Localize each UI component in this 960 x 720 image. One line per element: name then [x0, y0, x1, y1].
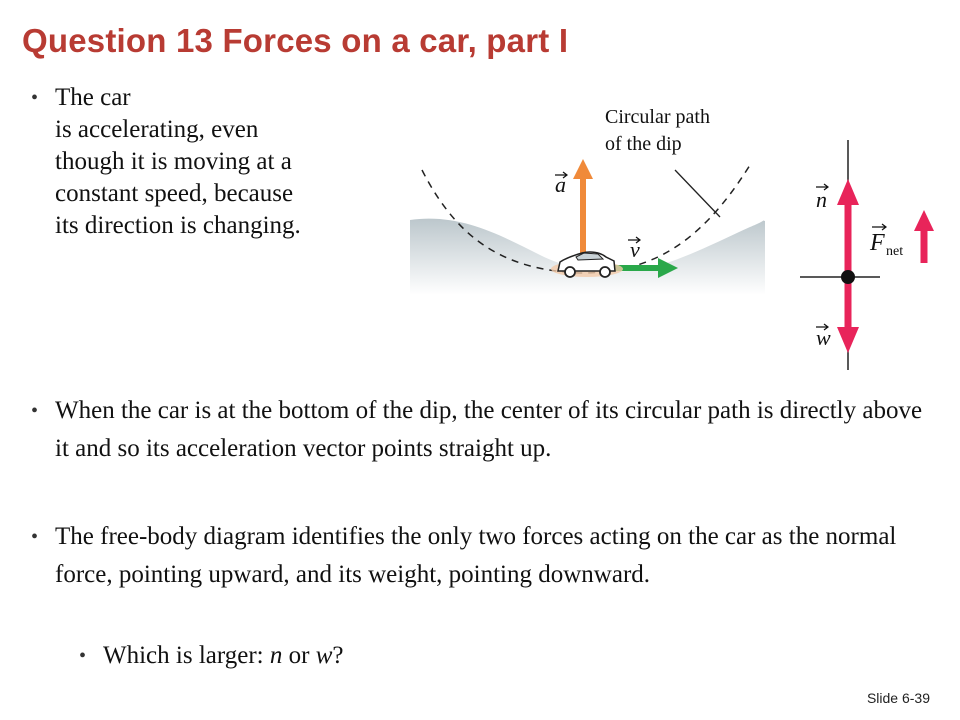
bullet-line: is accelerating, even: [55, 116, 259, 143]
bullet-icon: •: [31, 87, 39, 109]
accel-arrow-head: [573, 159, 593, 179]
question-suffix: ?: [332, 642, 344, 669]
weight-force-head: [837, 327, 859, 353]
path-label-leader: [675, 170, 720, 217]
bullet-icon: •: [31, 526, 39, 548]
path-label-2: of the dip: [605, 133, 682, 155]
normal-force-head: [837, 179, 859, 205]
path-label-1: Circular path: [605, 106, 710, 128]
bullet-line: The car: [55, 84, 131, 111]
bullet-line: though it is moving at a: [55, 148, 292, 175]
question-n: n: [269, 642, 283, 669]
bullet-icon: •: [79, 645, 87, 667]
bullet-bottom-of-dip: [31, 392, 935, 468]
car-icon: [551, 252, 623, 277]
net-force-label: F: [870, 230, 885, 256]
slide-number: Slide 6-39: [866, 690, 930, 706]
bullet-line: constant speed, because: [55, 180, 294, 207]
question-prefix: Which is larger:: [103, 642, 270, 669]
bullet-car-accelerating: [31, 82, 375, 242]
normal-label: n: [816, 187, 827, 212]
bullet-line: its direction is changing.: [55, 212, 301, 239]
question-or: or: [282, 642, 316, 669]
bullet-free-body-diagram: [31, 518, 935, 594]
bullet-icon: •: [31, 400, 39, 422]
velocity-label: v: [630, 237, 640, 262]
net-force-arrow-head: [914, 210, 934, 231]
dip-diagram: [400, 95, 880, 375]
weight-label: w: [816, 325, 831, 350]
net-force-subscript: net: [886, 244, 904, 259]
accel-label: a: [555, 172, 566, 197]
bullet-text: The free-body diagram identifies the only two forces acting on the car as the normal force, pointing upward, and its weight, pointing downward.: [55, 523, 897, 588]
sub-bullet-question: [79, 640, 603, 672]
net-force-indicator: [862, 205, 942, 275]
bullet-text: When the car is at the bottom of the dip, the center of its circular path is directly above it and so its acceleration vector points straight up.: [55, 397, 923, 462]
fbd-point-mass: [841, 270, 855, 284]
question-w: w: [315, 642, 333, 669]
slide-title: Question 13 Forces on a car, part I: [22, 22, 569, 59]
